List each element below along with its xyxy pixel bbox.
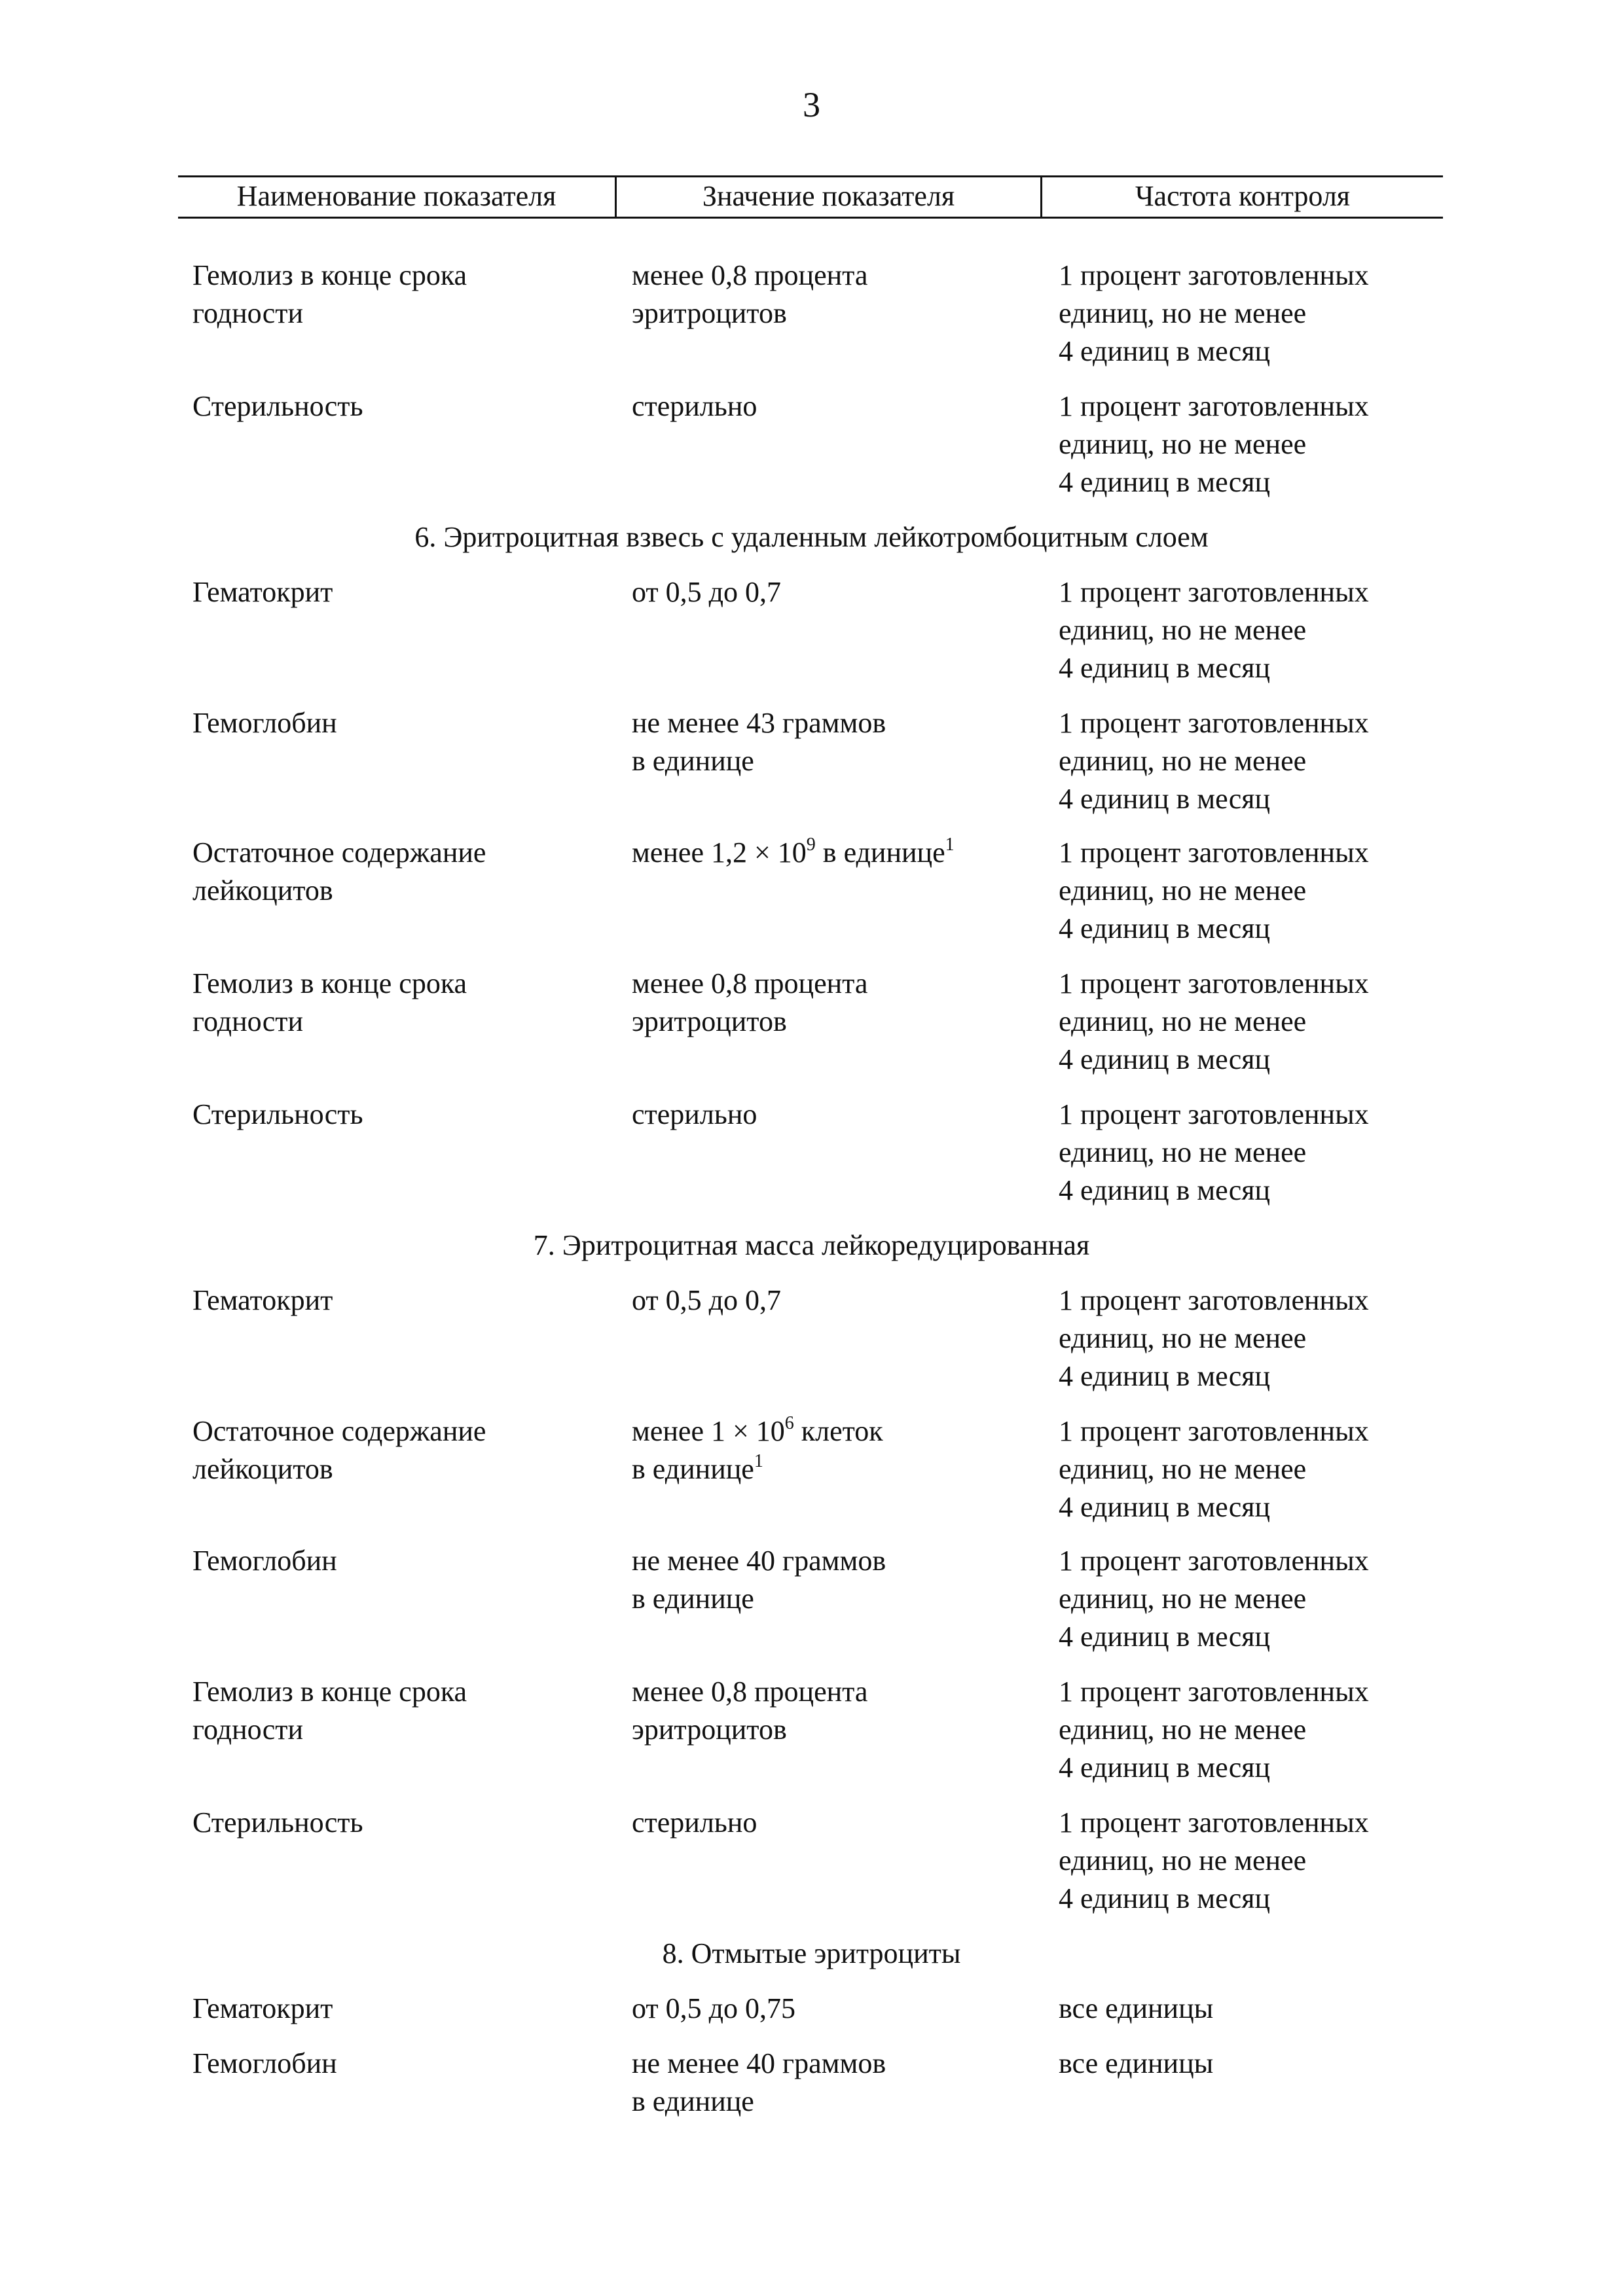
indicator-value: стерильно: [632, 390, 757, 422]
indicator-name: Стерильность: [192, 390, 363, 422]
indicator-name: Остаточное содержание лейкоцитов: [192, 1415, 486, 1485]
control-frequency: 1 процент заготовленных единиц, но не менее 4 единиц в месяц: [1059, 1545, 1369, 1653]
indicator-name: Гемоглобин: [192, 2047, 337, 2079]
section-title: 6. Эритроцитная взвесь с удаленным лейкотромбоцитным слоем: [414, 521, 1209, 553]
header-value: Значение показателя: [617, 177, 1042, 217]
indicator-name: Гемолиз в конце срока годности: [192, 259, 467, 329]
page-number: 3: [803, 85, 820, 124]
indicator-value: [632, 1412, 1051, 1488]
control-frequency: 1 процент заготовленных единиц, но не менее 4 единиц в месяц: [1059, 1284, 1369, 1392]
footnote-marker: 1: [754, 1451, 763, 1471]
indicator-name: Гематокрит: [192, 576, 333, 608]
value-text: в единице: [815, 836, 945, 869]
indicator-value: не менее 40 граммов в единице: [632, 1545, 886, 1615]
indicator-value: не менее 43 граммов в единице: [632, 707, 886, 777]
value-text: в единице: [632, 1453, 754, 1485]
indicator-value: от 0,5 до 0,7: [632, 1284, 782, 1316]
header-frequency: Частота контроля: [1135, 180, 1351, 212]
value-text: менее 1 × 10: [632, 1415, 785, 1447]
control-frequency: 1 процент заготовленных единиц, но не менее 4 единиц в месяц: [1059, 836, 1369, 944]
indicator-value: стерильно: [632, 1806, 757, 1839]
footnote-marker: 1: [945, 834, 955, 855]
control-frequency: 1 процент заготовленных единиц, но не менее 4 единиц в месяц: [1059, 707, 1369, 815]
indicator-value: менее 0,8 процента эритроцитов: [632, 259, 868, 329]
control-frequency: 1 процент заготовленных единиц, но не менее 4 единиц в месяц: [1059, 390, 1369, 498]
section-title: 7. Эритроцитная масса лейкоредуцированная: [533, 1229, 1090, 1261]
control-frequency: все единицы: [1059, 1992, 1214, 2024]
exponent: 6: [784, 1413, 794, 1433]
value-text: менее 1,2 × 10: [632, 836, 807, 869]
control-frequency: 1 процент заготовленных единиц, но не менее 4 единиц в месяц: [1059, 1676, 1369, 1784]
control-frequency: 1 процент заготовленных единиц, но не менее 4 единиц в месяц: [1059, 1098, 1369, 1206]
indicator-name: Гемолиз в конце срока годности: [192, 967, 467, 1037]
control-frequency: 1 процент заготовленных единиц, но не менее 4 единиц в месяц: [1059, 1806, 1369, 1914]
control-frequency: 1 процент заготовленных единиц, но не менее 4 единиц в месяц: [1059, 576, 1369, 684]
exponent: 9: [806, 834, 816, 855]
value-text: клеток: [793, 1415, 883, 1447]
control-frequency: все единицы: [1059, 2047, 1214, 2079]
indicator-name: Гематокрит: [192, 1284, 333, 1316]
indicator-value: менее 0,8 процента эритроцитов: [632, 1676, 868, 1746]
indicator-value: от 0,5 до 0,7: [632, 576, 782, 608]
indicator-value: не менее 40 граммов в единице: [632, 2047, 886, 2117]
indicator-name: Стерильность: [192, 1098, 363, 1130]
indicator-name: Гемолиз в конце срока годности: [192, 1676, 467, 1746]
control-frequency: 1 процент заготовленных единиц, но не менее 4 единиц в месяц: [1059, 1415, 1369, 1523]
control-frequency: 1 процент заготовленных единиц, но не менее 4 единиц в месяц: [1059, 967, 1369, 1075]
indicator-value: от 0,5 до 0,75: [632, 1992, 796, 2024]
indicator-value: стерильно: [632, 1098, 757, 1130]
indicator-value: [632, 834, 1051, 872]
indicator-value: менее 0,8 процента эритроцитов: [632, 967, 868, 1037]
indicator-name: Стерильность: [192, 1806, 363, 1839]
control-frequency: 1 процент заготовленных единиц, но не менее 4 единиц в месяц: [1059, 259, 1369, 367]
section-title: 8. Отмытые эритроциты: [662, 1937, 961, 1969]
indicator-name: Остаточное содержание лейкоцитов: [192, 836, 486, 906]
header-name: Наименование показателя: [178, 177, 617, 217]
indicator-name: Гемоглобин: [192, 1545, 337, 1577]
indicator-name: Гемоглобин: [192, 707, 337, 739]
indicator-name: Гематокрит: [192, 1992, 333, 2024]
